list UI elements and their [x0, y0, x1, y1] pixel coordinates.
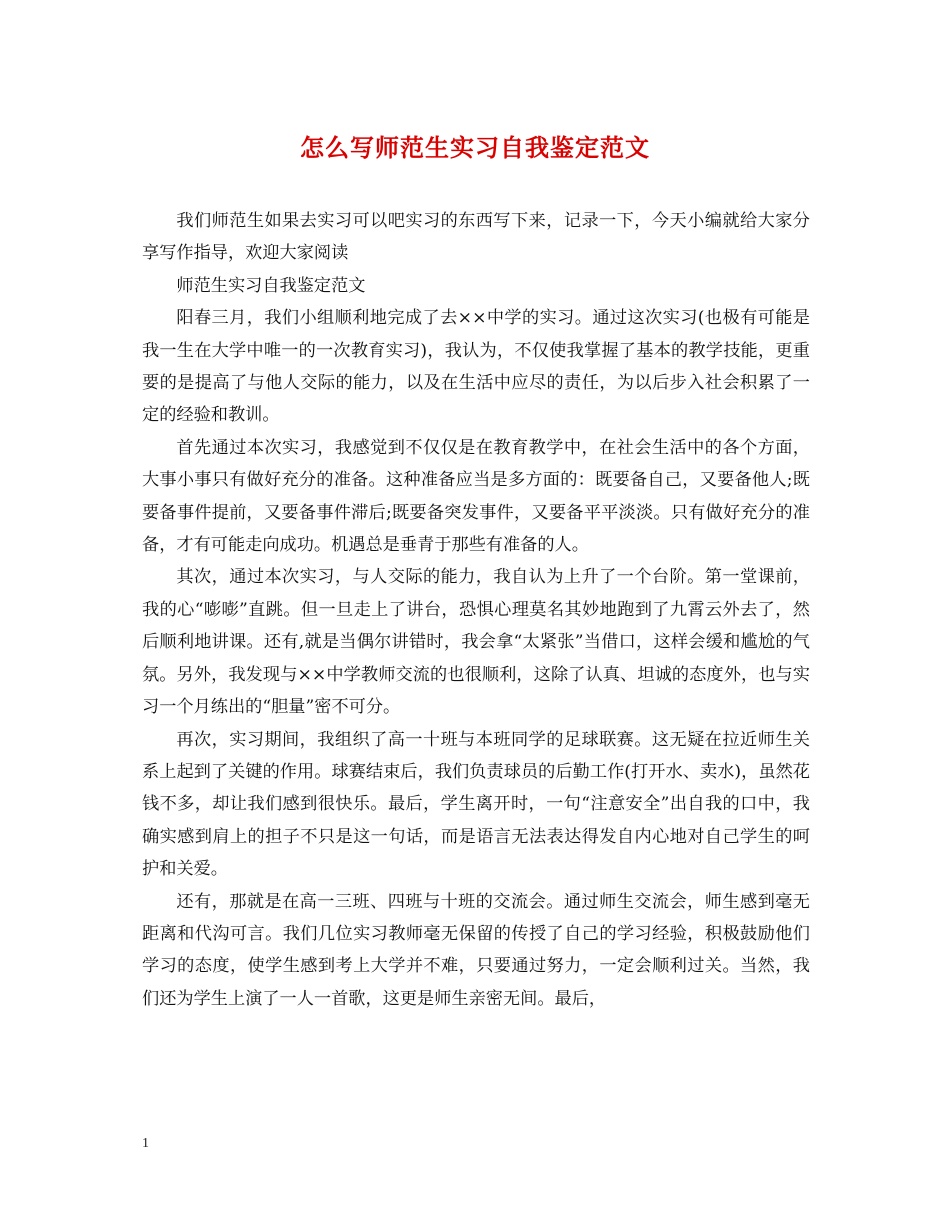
paragraph-1: 阳春三月，我们小组顺利地完成了去××中学的实习。通过这次实习(也极有可能是我一生在大学中唯一的一次教育实习)，我认为，不仅使我掌握了基本的教学技能，更重要的是提高了与他人交际的能力，以及在生活中应尽的责任，为以后步入社会积累了一定的经验和教训。 — [142, 308, 810, 426]
document-body — [142, 205, 810, 1015]
paragraph-5: 还有，那就是在高一三班、四班与十班的交流会。通过师生交流会，师生感到毫无距离和代沟可言。我们几位实习教师毫无保留的传授了自己的学习经验，积极鼓励他们学习的态度，使学生感到考上大学并不难，只要通过努力，一定会顺利过关。当然，我们还为学生上演了一人一首歌，这更是师生亲密无间。最后， — [142, 891, 810, 1009]
paragraph-intro: 我们师范生如果去实习可以吧实习的东西写下来，记录一下，今天小编就给大家分享写作指导，欢迎大家阅读 — [142, 211, 810, 264]
document-title: 怎么写师范生实习自我鉴定范文 — [300, 133, 650, 162]
page-number: 1 — [142, 1136, 149, 1151]
paragraph-4: 再次，实习期间，我组织了高一十班与本班同学的足球联赛。这无疑在拉近师生关系上起到了关键的作用。球赛结束后，我们负责球员的后勤工作(打开水、卖水)，虽然花钱不多，却让我们感到很快乐。最后，学生离开时，一句“注意安全”出自我的口中，我确实感到肩上的担子不只是这一句话，而是语言无法表达得发自内心地对自己学生的呵护和关爱。 — [142, 729, 810, 880]
paragraph-3: 其次，通过本次实习，与人交际的能力，我自认为上升了一个台阶。第一堂课前，我的心“嘭嘭”直跳。但一旦走上了讲台，恐惧心理莫名其妙地跑到了九霄云外去了，然后顺利地讲课。还有,就是当偶尔讲错时，我会拿“太紧张”当借口，这样会缓和尴尬的气氛。另外，我发现与××中学教师交流的也很顺利，这除了认真、坦诚的态度外，也与实习一个月练出的“胆量”密不可分。 — [142, 567, 810, 718]
paragraph-subtitle: 师范生实习自我鉴定范文 — [176, 275, 366, 296]
paragraph-2: 首先通过本次实习，我感觉到不仅仅是在教育教学中，在社会生活中的各个方面，大事小事只有做好充分的准备。这种准备应当是多方面的：既要备自己，又要备他人;既要备事件提前，又要备事件滞后;既要备突发事件，又要备平平淡淡。只有做好充分的准备，才有可能走向成功。机遇总是垂青于那些有准备的人。 — [142, 437, 810, 556]
